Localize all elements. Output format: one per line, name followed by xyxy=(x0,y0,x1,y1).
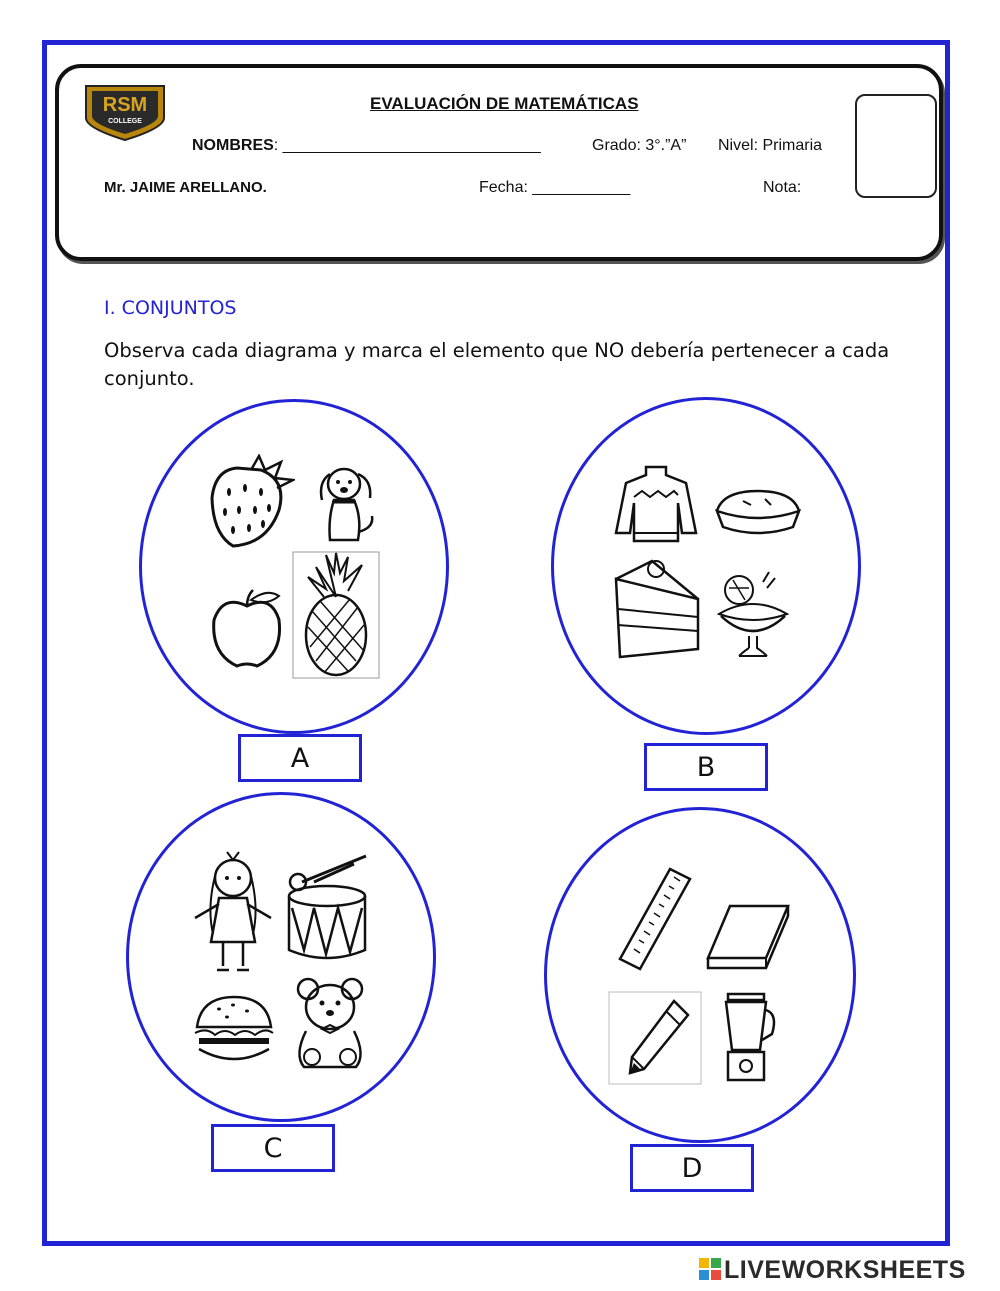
set-d-answer-box[interactable]: D xyxy=(630,1144,754,1192)
brand-text: LIVEWORKSHEETS xyxy=(724,1255,966,1284)
nivel: Nivel: Primaria xyxy=(718,137,823,154)
set-c-diagram xyxy=(126,792,436,1122)
page-title: EVALUACIÓN DE MATEMÁTICAS xyxy=(370,94,639,113)
cake-icon[interactable] xyxy=(612,553,704,659)
pineapple-icon[interactable] xyxy=(292,551,380,679)
drum-icon[interactable] xyxy=(284,852,370,964)
nombres-field[interactable] xyxy=(192,137,541,155)
liveworksheets-logo-icon xyxy=(698,1257,724,1283)
ruler-icon[interactable] xyxy=(612,865,696,973)
pencil-icon[interactable] xyxy=(608,991,702,1085)
section-title: I. CONJUNTOS xyxy=(104,297,237,319)
logo-sub: COLLEGE xyxy=(108,118,142,125)
instruction-text: Observa cada diagrama y marca el elemento que NO debería pertenecer a cada conjunto. xyxy=(104,339,890,390)
set-d-diagram xyxy=(544,807,856,1143)
strawberry-icon[interactable] xyxy=(207,454,295,550)
rsm-college-logo xyxy=(82,84,168,142)
dog-icon[interactable] xyxy=(308,462,380,546)
sweater-icon[interactable] xyxy=(612,463,700,543)
nota-box[interactable] xyxy=(855,94,937,198)
teacher-name: Mr. JAIME ARELLANO. xyxy=(104,179,267,196)
set-c-answer-box[interactable]: C xyxy=(211,1124,335,1172)
grado: Grado: 3°.”A” xyxy=(592,137,687,154)
blender-icon[interactable] xyxy=(712,990,780,1086)
book-icon[interactable] xyxy=(702,902,792,974)
doll-icon[interactable] xyxy=(189,848,277,976)
apple-icon[interactable] xyxy=(209,588,285,670)
hamburger-icon[interactable] xyxy=(193,993,275,1069)
teddy-bear-icon[interactable] xyxy=(288,975,372,1071)
pie-icon[interactable] xyxy=(713,487,803,539)
nombres-line: : _____________________________ xyxy=(273,137,541,154)
set-b-diagram xyxy=(551,397,861,735)
ice-cream-icon[interactable] xyxy=(713,568,793,660)
fecha-field[interactable]: Fecha: ___________ xyxy=(479,179,631,196)
nota-label: Nota: xyxy=(763,179,802,196)
nombres-label: NOMBRES xyxy=(192,137,274,154)
set-b-answer-box[interactable]: B xyxy=(644,743,768,791)
set-a-answer-box[interactable]: A xyxy=(238,734,362,782)
liveworksheets-brand xyxy=(698,1255,966,1285)
logo-text: RSM xyxy=(102,94,148,116)
